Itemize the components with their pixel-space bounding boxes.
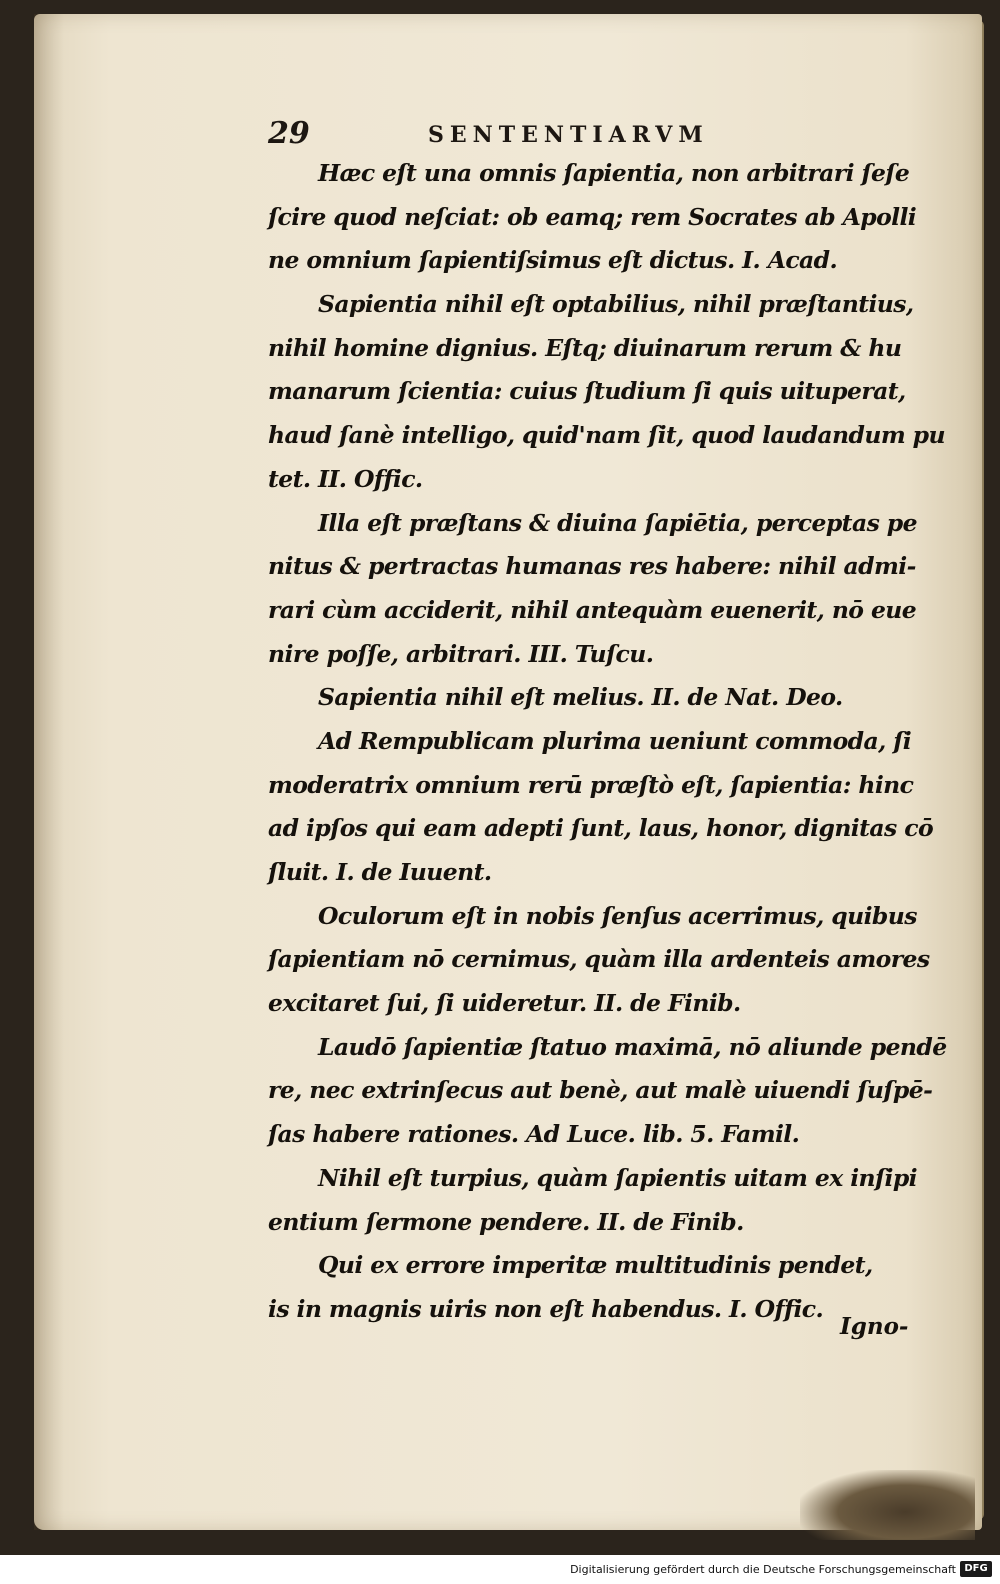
text-line: ne omnium ſapientiſsimus eſt dictus. I. Acad. [268,246,838,275]
body-text [268,152,947,1332]
text-line: Sapientia nihil eſt optabilius, nihil præſtantius, [318,290,914,319]
text-line: ſapientiam nō cernimus, quàm illa ardenteis amores [268,945,930,974]
text-line: ſluit. I. de Iuuent. [268,858,492,886]
text-line: re, nec extrinſecus aut benè, aut malè uiuendi ſuſpē- [268,1076,933,1105]
gutter-shadow [34,14,64,1530]
text-line: Laudō ſapientiæ ſtatuo maximā, nō aliunde pendē [318,1032,947,1061]
text-line: nihil homine dignius. Eſtq; diuinarum rerum & hu [268,333,902,362]
text-line: Qui ex errore imperitæ multitudinis pendet, [318,1251,873,1280]
text-line: Ad Rempublicam plurima ueniunt commoda, ſi [318,726,912,755]
text-line: rari cùm acciderit, nihil antequàm euenerit, nō eue [268,595,917,624]
text-line: ſas habere rationes. Ad Luce. lib. 5. Famil. [268,1120,800,1149]
page-stain [800,1470,975,1540]
text-line: ad ipſos qui eam adepti ſunt, laus, honor, dignitas cō [268,814,934,843]
text-line: Oculorum eſt in nobis ſenſus acerrimus, quibus [318,901,917,930]
text-line: is in magnis uiris non eſt habendus. I. Offic. [268,1294,824,1323]
text-line: Sapientia nihil eſt melius. II. de Nat. Deo. [318,683,843,712]
text-line: nitus & pertractas humanas res habere: nihil admi- [268,552,916,581]
footer-bar [0,1555,1000,1584]
page-header [268,116,768,156]
page-number: 29 [268,116,310,151]
text-line: excitaret ſui, ſi uideretur. II. de Finib. [268,989,741,1018]
text-line: Illa eſt præſtans & diuina ſapiētia, perceptas pe [318,508,917,537]
funding-credit: Digitalisierung gefördert durch die Deutsche Forschungsgemeinschaft [570,1563,956,1576]
text-line: moderatrix omnium rerū præſtò eſt, ſapientia: hinc [268,770,914,799]
running-head: SENTENTIARVM [428,122,709,148]
catchword: Igno- [840,1313,909,1340]
text-line: entium ſermone pendere. II. de Finib. [268,1207,744,1236]
text-line: haud ſanè intelligo, quid'nam ſit, quod laudandum pu [268,421,945,450]
text-line: ſcire quod neſciat: ob eamq; rem Socrates ab Apolli [268,202,917,231]
text-line: Hæc eſt una omnis ſapientia, non arbitrari ſeſe [318,159,910,187]
text-line: tet. II. Offic. [268,464,423,493]
text-line: manarum ſcientia: cuius ſtudium ſi quis uituperat, [268,377,906,406]
text-line: Nihil eſt turpius, quàm ſapientis uitam ex inſipi [318,1163,917,1192]
text-line: nire poſſe, arbitrari. III. Tuſcu. [268,639,654,668]
dfg-logo: DFG [960,1561,992,1577]
